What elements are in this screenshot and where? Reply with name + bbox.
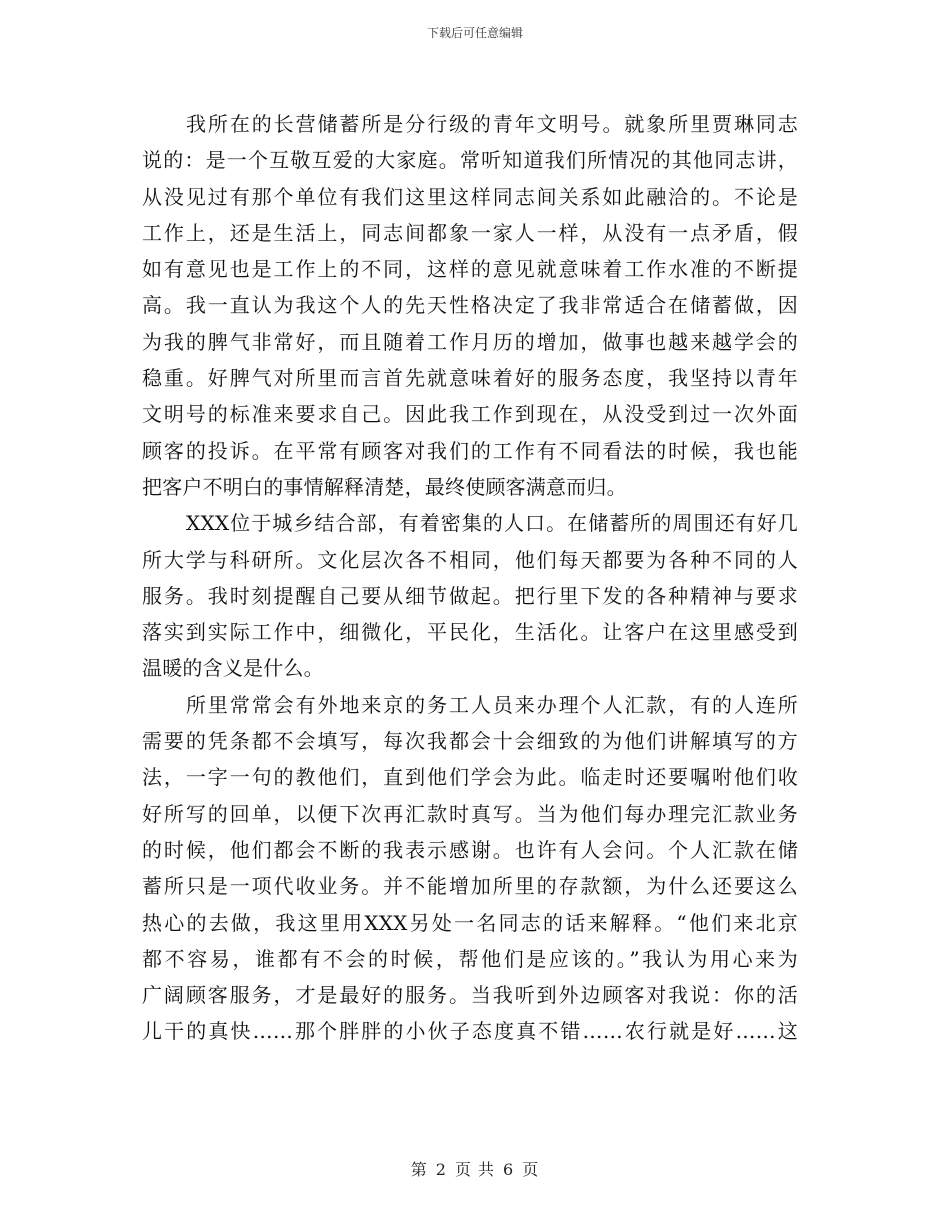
text-line: 工作上，还是生活上，同志间都象一家人一样，从没有一点矛盾，假 xyxy=(142,220,798,245)
text-line: 落实到实际工作中，细微化，平民化，生活化。让客户在这里感受到 xyxy=(142,620,798,645)
text-line: 广阔顾客服务，才是最好的服务。当我听到外边顾客对我说：你的活 xyxy=(142,983,798,1008)
text-line: 所里常常会有外地来京的务工人员来办理个人汇款，有的人连所 xyxy=(186,692,798,717)
text-line: 好所写的回单，以便下次再汇款时真写。当为他们每办理完汇款业务 xyxy=(142,801,798,826)
text-line: 把客户不明白的事情解释清楚，最终使顾客满意而归。 xyxy=(142,474,627,499)
text-line: 服务。我时刻提醒自己要从细节做起。把行里下发的各种精神与要求 xyxy=(142,583,798,608)
text-line: 的时候，他们都会不断的我表示感谢。也许有人会问。个人汇款在储 xyxy=(142,837,798,862)
footer-middle: 页 共 xyxy=(454,1160,496,1179)
text-line: 从没见过有那个单位有我们这里这样同志间关系如此融洽的。不论是 xyxy=(142,184,798,209)
text-line: 所大学与科研所。文化层次各不相同，他们每天都要为各种不同的人 xyxy=(142,547,798,572)
text-line: 儿干的真快……那个胖胖的小伙子态度真不错……农行就是好……这 xyxy=(142,1019,798,1044)
text-line: 如有意见也是工作上的不同，这样的意见就意味着工作水准的不断提 xyxy=(142,257,798,282)
text-line: 蓄所只是一项代收业务。并不能增加所里的存款额，为什么还要这么 xyxy=(142,874,798,899)
footer-prefix: 第 xyxy=(410,1160,428,1179)
text-line: 顾客的投诉。在平常有顾客对我们的工作有不同看法的时候，我也能 xyxy=(142,438,798,463)
text-line: XXX位于城乡结合部，有着密集的人口。在储蓄所的周围还有好几 xyxy=(186,511,798,536)
text-line: 热心的去做，我这里用XXX另处一名同志的话来解释。“他们来北京 xyxy=(142,910,798,935)
text-line: 高。我一直认为我这个人的先天性格决定了我非常适合在储蓄做，因 xyxy=(142,293,798,318)
text-line: 为我的脾气非常好，而且随着工作月历的增加，做事也越来越学会的 xyxy=(142,329,798,354)
text-line: 文明号的标准来要求自己。因此我工作到现在，从没受到过一次外面 xyxy=(142,402,798,427)
text-line: 需要的凭条都不会填写，每次我都会十会细致的为他们讲解填写的方 xyxy=(142,729,798,754)
text-line: 稳重。好脾气对所里而言首先就意味着好的服务态度，我坚持以青年 xyxy=(142,366,798,391)
page-footer xyxy=(0,1157,950,1180)
footer-page-current: 2 xyxy=(435,1160,447,1179)
footer-page-total: 6 xyxy=(503,1160,515,1179)
text-line: 都不容易，谁都有不会的时候，帮他们是应该的。”我认为用心来为 xyxy=(142,946,798,971)
text-line: 我所在的长营储蓄所是分行级的青年文明号。就象所里贾琳同志 xyxy=(186,112,798,136)
text-line: 说的：是一个互敬互爱的大家庭。常听知道我们所情况的其他同志讲， xyxy=(142,148,798,173)
text-line: 法，一字一句的教他们，直到他们学会为此。临走时还要嘱咐他们收 xyxy=(142,765,798,790)
page-header: 下载后可任意编辑 xyxy=(426,26,523,40)
footer-suffix: 页 xyxy=(522,1160,540,1179)
document-body xyxy=(142,106,798,1050)
text-line: 温暖的含义是什么。 xyxy=(142,656,324,681)
